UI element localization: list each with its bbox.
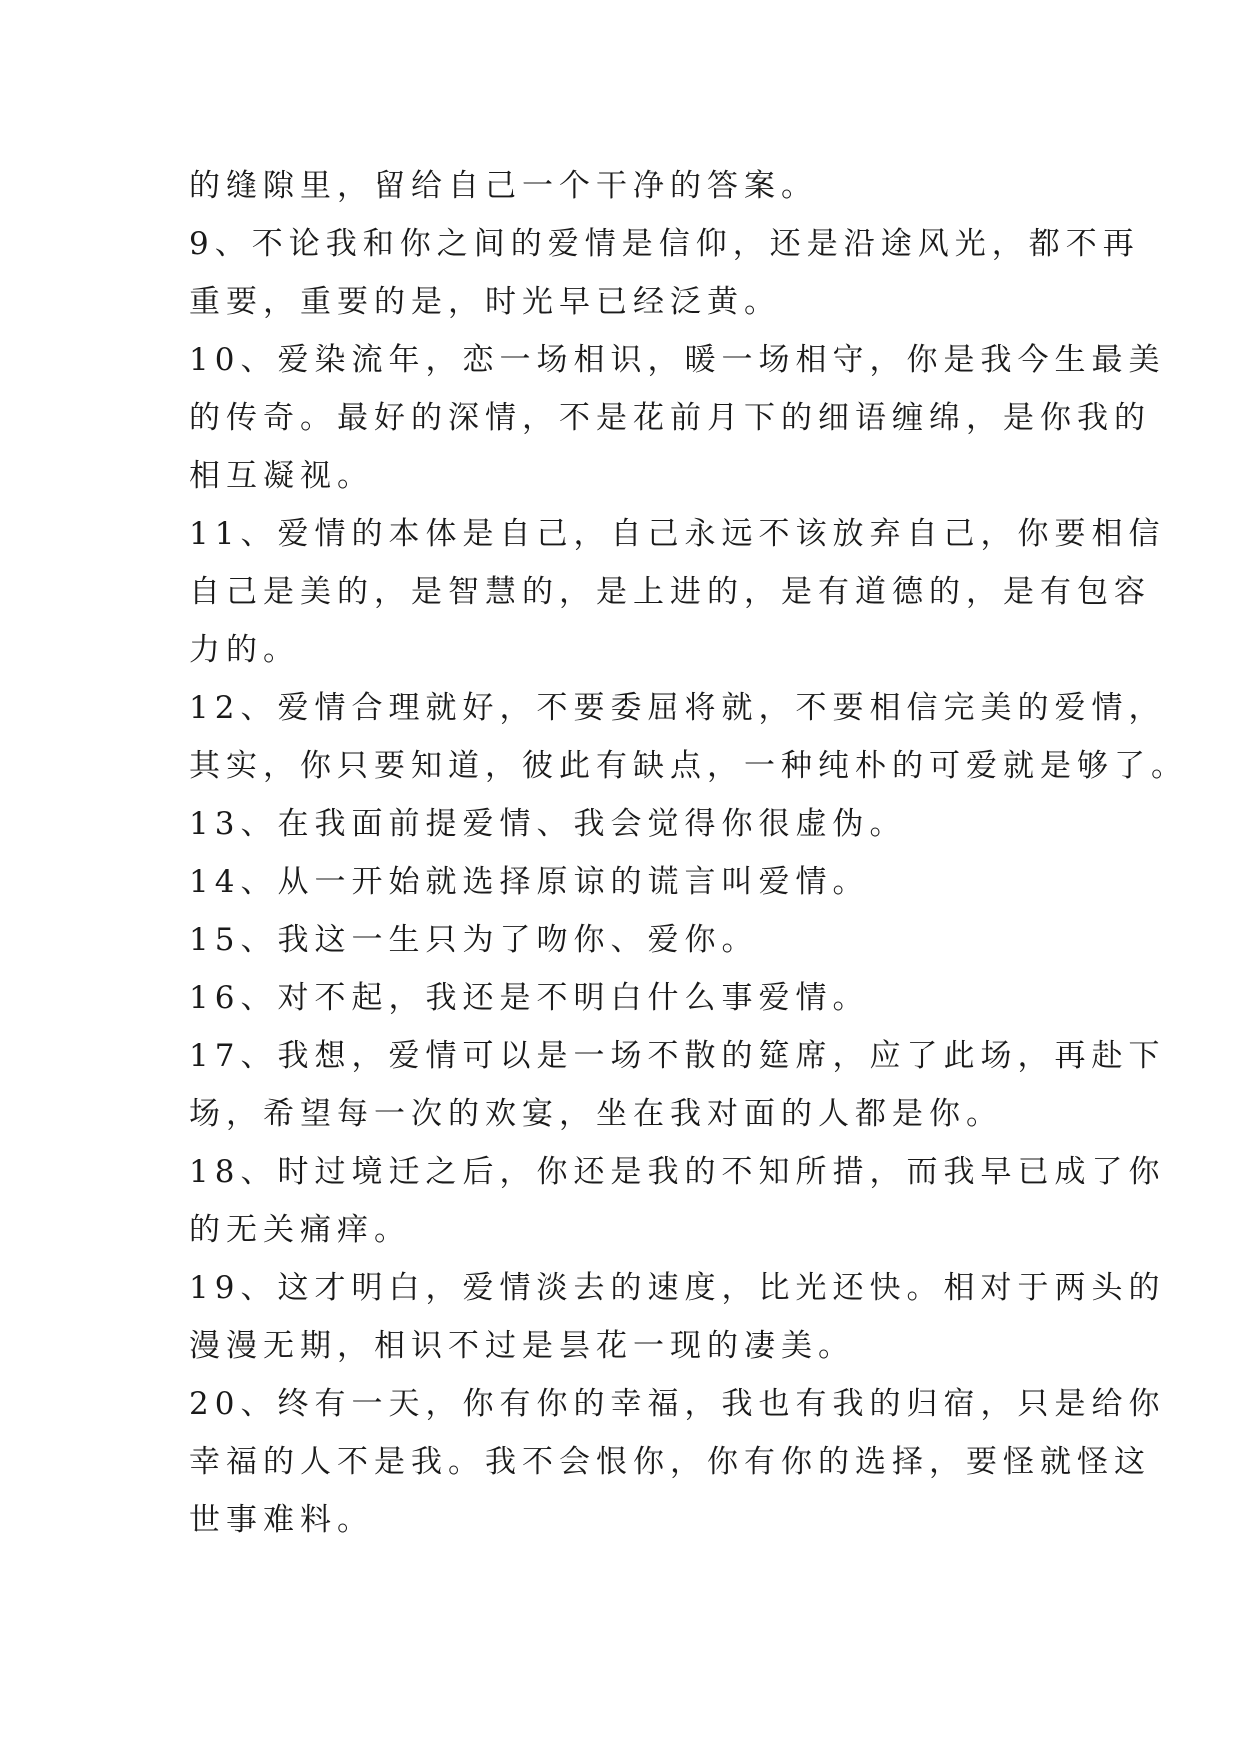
text-line: 重要，重要的是，时光早已经泛黄。 [189,284,781,320]
text-line: 18、时过境迁之后，你还是我的不知所措，而我早已成了你 [189,1154,1166,1190]
text-line: 的无关痛痒。 [189,1212,411,1248]
text-line: 13、在我面前提爱情、我会觉得你很虚伪。 [189,806,907,842]
text-line: 20、终有一天，你有你的幸福，我也有我的归宿，只是给你 [189,1386,1166,1422]
text-line: 相互凝视。 [189,458,374,494]
text-line: 场，希望每一次的欢宴，坐在我对面的人都是你。 [189,1096,1003,1132]
text-line: 19、这才明白，爱情淡去的速度，比光还快。相对于两头的 [189,1270,1166,1306]
text-line: 幸福的人不是我。我不会恨你，你有你的选择，要怪就怪这 [189,1444,1151,1480]
text-line: 9、不论我和你之间的爱情是信仰，还是沿途风光，都不再 [189,226,1140,262]
text-line: 的传奇。最好的深情，不是花前月下的细语缠绵，是你我的 [189,400,1151,436]
text-line: 的缝隙里，留给自己一个干净的答案。 [189,168,818,204]
text-line: 力的。 [189,632,300,668]
text-line: 15、我这一生只为了吻你、爱你。 [189,922,759,958]
text-line: 自己是美的，是智慧的，是上进的，是有道德的，是有包容 [189,574,1151,610]
text-line: 11、爱情的本体是自己，自己永远不该放弃自己，你要相信 [189,516,1166,552]
text-line: 世事难料。 [189,1502,374,1538]
text-line: 12、爱情合理就好，不要委屈将就，不要相信完美的爱情， [189,690,1166,726]
text-line: 漫漫无期，相识不过是昙花一现的凄美。 [189,1328,855,1364]
text-line: 14、从一开始就选择原谅的谎言叫爱情。 [189,864,870,900]
text-line: 17、我想，爱情可以是一场不散的筵席，应了此场，再赴下 [189,1038,1166,1074]
text-line: 10、爱染流年，恋一场相识，暖一场相守，你是我今生最美 [189,342,1166,378]
document-body [189,157,1188,1549]
text-line: 其实，你只要知道，彼此有缺点，一种纯朴的可爱就是够了。 [189,748,1188,784]
text-line: 16、对不起，我还是不明白什么事爱情。 [189,980,870,1016]
